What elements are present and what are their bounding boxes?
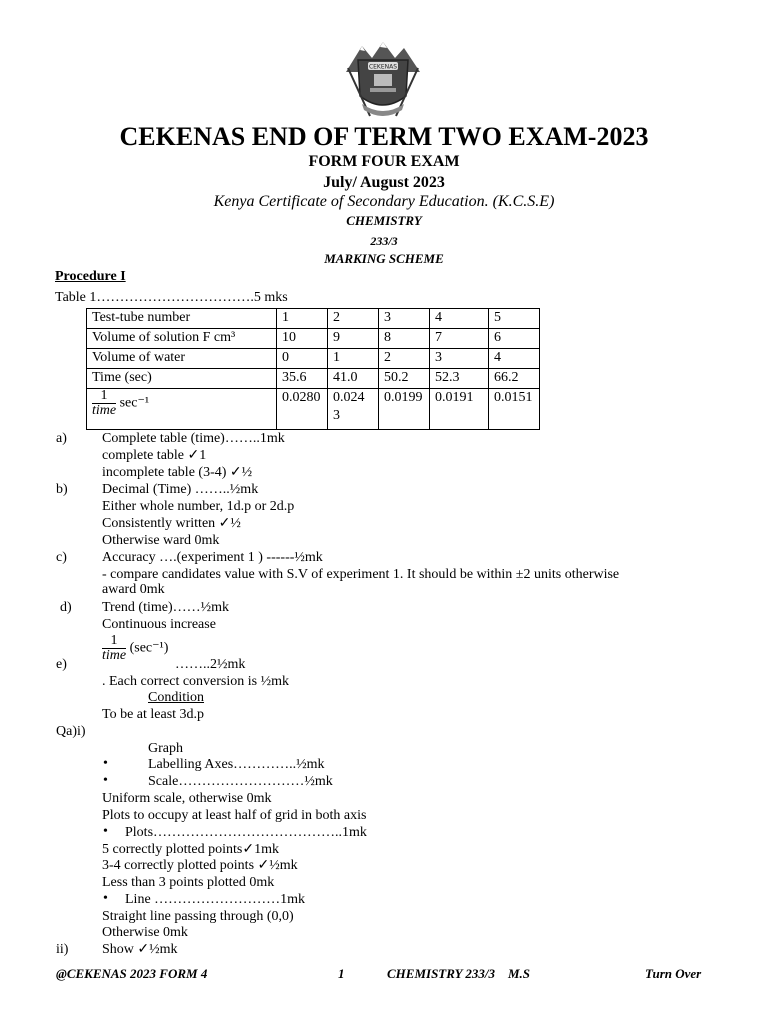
table-cell: 4 [430,309,489,329]
scheme-line: Uniform scale, otherwise 0mk [102,791,272,806]
table-cell: 3 [379,309,430,329]
table-cell: 4 [489,349,540,369]
reciprocal-time-fraction: $\frac{1}{\text{time}}$ [92,388,117,418]
bullet-icon: • [103,824,108,839]
table-cell: 41.0 [328,369,379,389]
table-row [87,309,540,329]
item-label-qai: Qa)i) [56,724,86,739]
certificate-name: Kenya Certificate of Secondary Education. (K.C.S.E) [213,193,555,210]
scheme-line: Line ………………………1mk [125,892,306,907]
table-cell: 6 [489,329,540,349]
table-cell: 2 [328,309,379,329]
scheme-line: complete table ✓1 [102,448,207,463]
item-label-d: d) [60,600,72,615]
exam-date: July/ August 2023 [323,174,445,191]
exam-form: FORM FOUR EXAM [308,153,460,170]
item-label-e: e) [56,657,67,672]
scheme-line: - compare candidates value with S.V of experiment 1. It should be within ±2 units otherwise [102,567,620,582]
table-cell: 52.3 [430,369,489,389]
scheme-line: Less than 3 points plotted 0mk [102,875,275,890]
scheme-line: . Each correct conversion is ½mk [102,674,289,689]
scheme-line: Accuracy ….(experiment 1 ) ------½mk [102,550,323,565]
item-label-ii: ii) [56,942,69,957]
table-caption: Table 1…………………………….5 mks [55,290,288,305]
bullet-icon: • [103,756,108,771]
scheme-line: 3-4 correctly plotted points ✓½mk [102,858,298,873]
procedure-heading: Procedure I [55,269,126,284]
row-label: Volume of solution F cm³ [87,329,277,349]
table-cell: 0.0151 [489,389,540,430]
row-label: Time (sec) [87,369,277,389]
reciprocal-time-fraction: $\frac{1}{\text{time}}$ [102,633,127,663]
e-fraction-group [102,634,168,663]
table-cell: 50.2 [379,369,430,389]
table-cell: 0.024 3 [328,389,379,430]
scheme-line: Continuous increase [102,617,216,632]
row-label: Test-tube number [87,309,277,329]
results-table [86,308,540,430]
scheme-line: Plots to occupy at least half of grid in both axis [102,808,367,823]
scheme-line: Straight line passing through (0,0) [102,909,294,924]
item-label-a: a) [56,431,67,446]
scheme-line: Otherwise ward 0mk [102,533,220,548]
scheme-line: 5 correctly plotted points✓1mk [102,842,279,857]
scheme-line: ……..2½mk [175,657,246,672]
table-cell: 8 [379,329,430,349]
item-label-c: c) [56,550,67,565]
table-cell: 2 [379,349,430,369]
footer-left: @CEKENAS 2023 FORM 4 [56,966,208,981]
footer-page-number: 1 [338,966,345,981]
scheme-line: Labelling Axes…………..½mk [148,757,325,772]
scheme-line: Trend (time)……½mk [102,600,230,615]
scheme-line: award 0mk [102,582,165,597]
subject-code: 233/3 [370,234,398,248]
logo-text: CEKENAS [368,63,398,71]
scheme-line: Otherwise 0mk [102,925,188,940]
table-row [87,389,540,430]
table-cell: 35.6 [277,369,328,389]
scheme-line: Show ✓½mk [102,942,178,957]
footer-turn-over: Turn Over [645,966,702,981]
table-cell: 9 [328,329,379,349]
unit-label: (sec⁻¹) [129,640,169,656]
table-cell: 7 [430,329,489,349]
bullet-icon: • [103,891,108,906]
table-cell: 0.0280 [277,389,328,430]
table-row [87,349,540,369]
marking-scheme-label: MARKING SCHEME [324,251,444,266]
table-cell: 0.0191 [430,389,489,430]
table-cell: 5 [489,309,540,329]
item-label-b: b) [56,482,68,497]
graph-heading: Graph [148,741,183,756]
table-cell: 10 [277,329,328,349]
table-cell: 3 [430,349,489,369]
bullet-icon: • [103,773,108,788]
scheme-line: Decimal (Time) ……..½mk [102,482,259,497]
unit-label: sec⁻¹ [119,395,150,411]
scheme-line: Complete table (time)……..1mk [102,431,285,446]
scheme-line: To be at least 3d.p [102,707,205,722]
scheme-line: Either whole number, 1d.p or 2d.p [102,499,295,514]
table-cell: 66.2 [489,369,540,389]
scheme-line: Consistently written ✓½ [102,516,241,531]
exam-title: CEKENAS END OF TERM TWO EXAM-2023 [119,122,649,151]
row-label [87,389,277,430]
table-cell: 0 [277,349,328,369]
row-label: Volume of water [87,349,277,369]
scheme-line: incomplete table (3-4) ✓½ [102,465,253,480]
table-cell: 0.0199 [379,389,430,430]
condition-heading: Condition [148,690,205,705]
table-row [87,369,540,389]
school-logo [340,38,426,122]
subject-name: CHEMISTRY [346,213,422,228]
scheme-line: Plots…………………………………..1mk [125,825,367,840]
table-cell: 1 [328,349,379,369]
table-cell: 1 [277,309,328,329]
footer-course: CHEMISTRY 233/3 M.S [387,966,531,981]
table-row [87,329,540,349]
scheme-line: Scale………………………½mk [148,774,333,789]
